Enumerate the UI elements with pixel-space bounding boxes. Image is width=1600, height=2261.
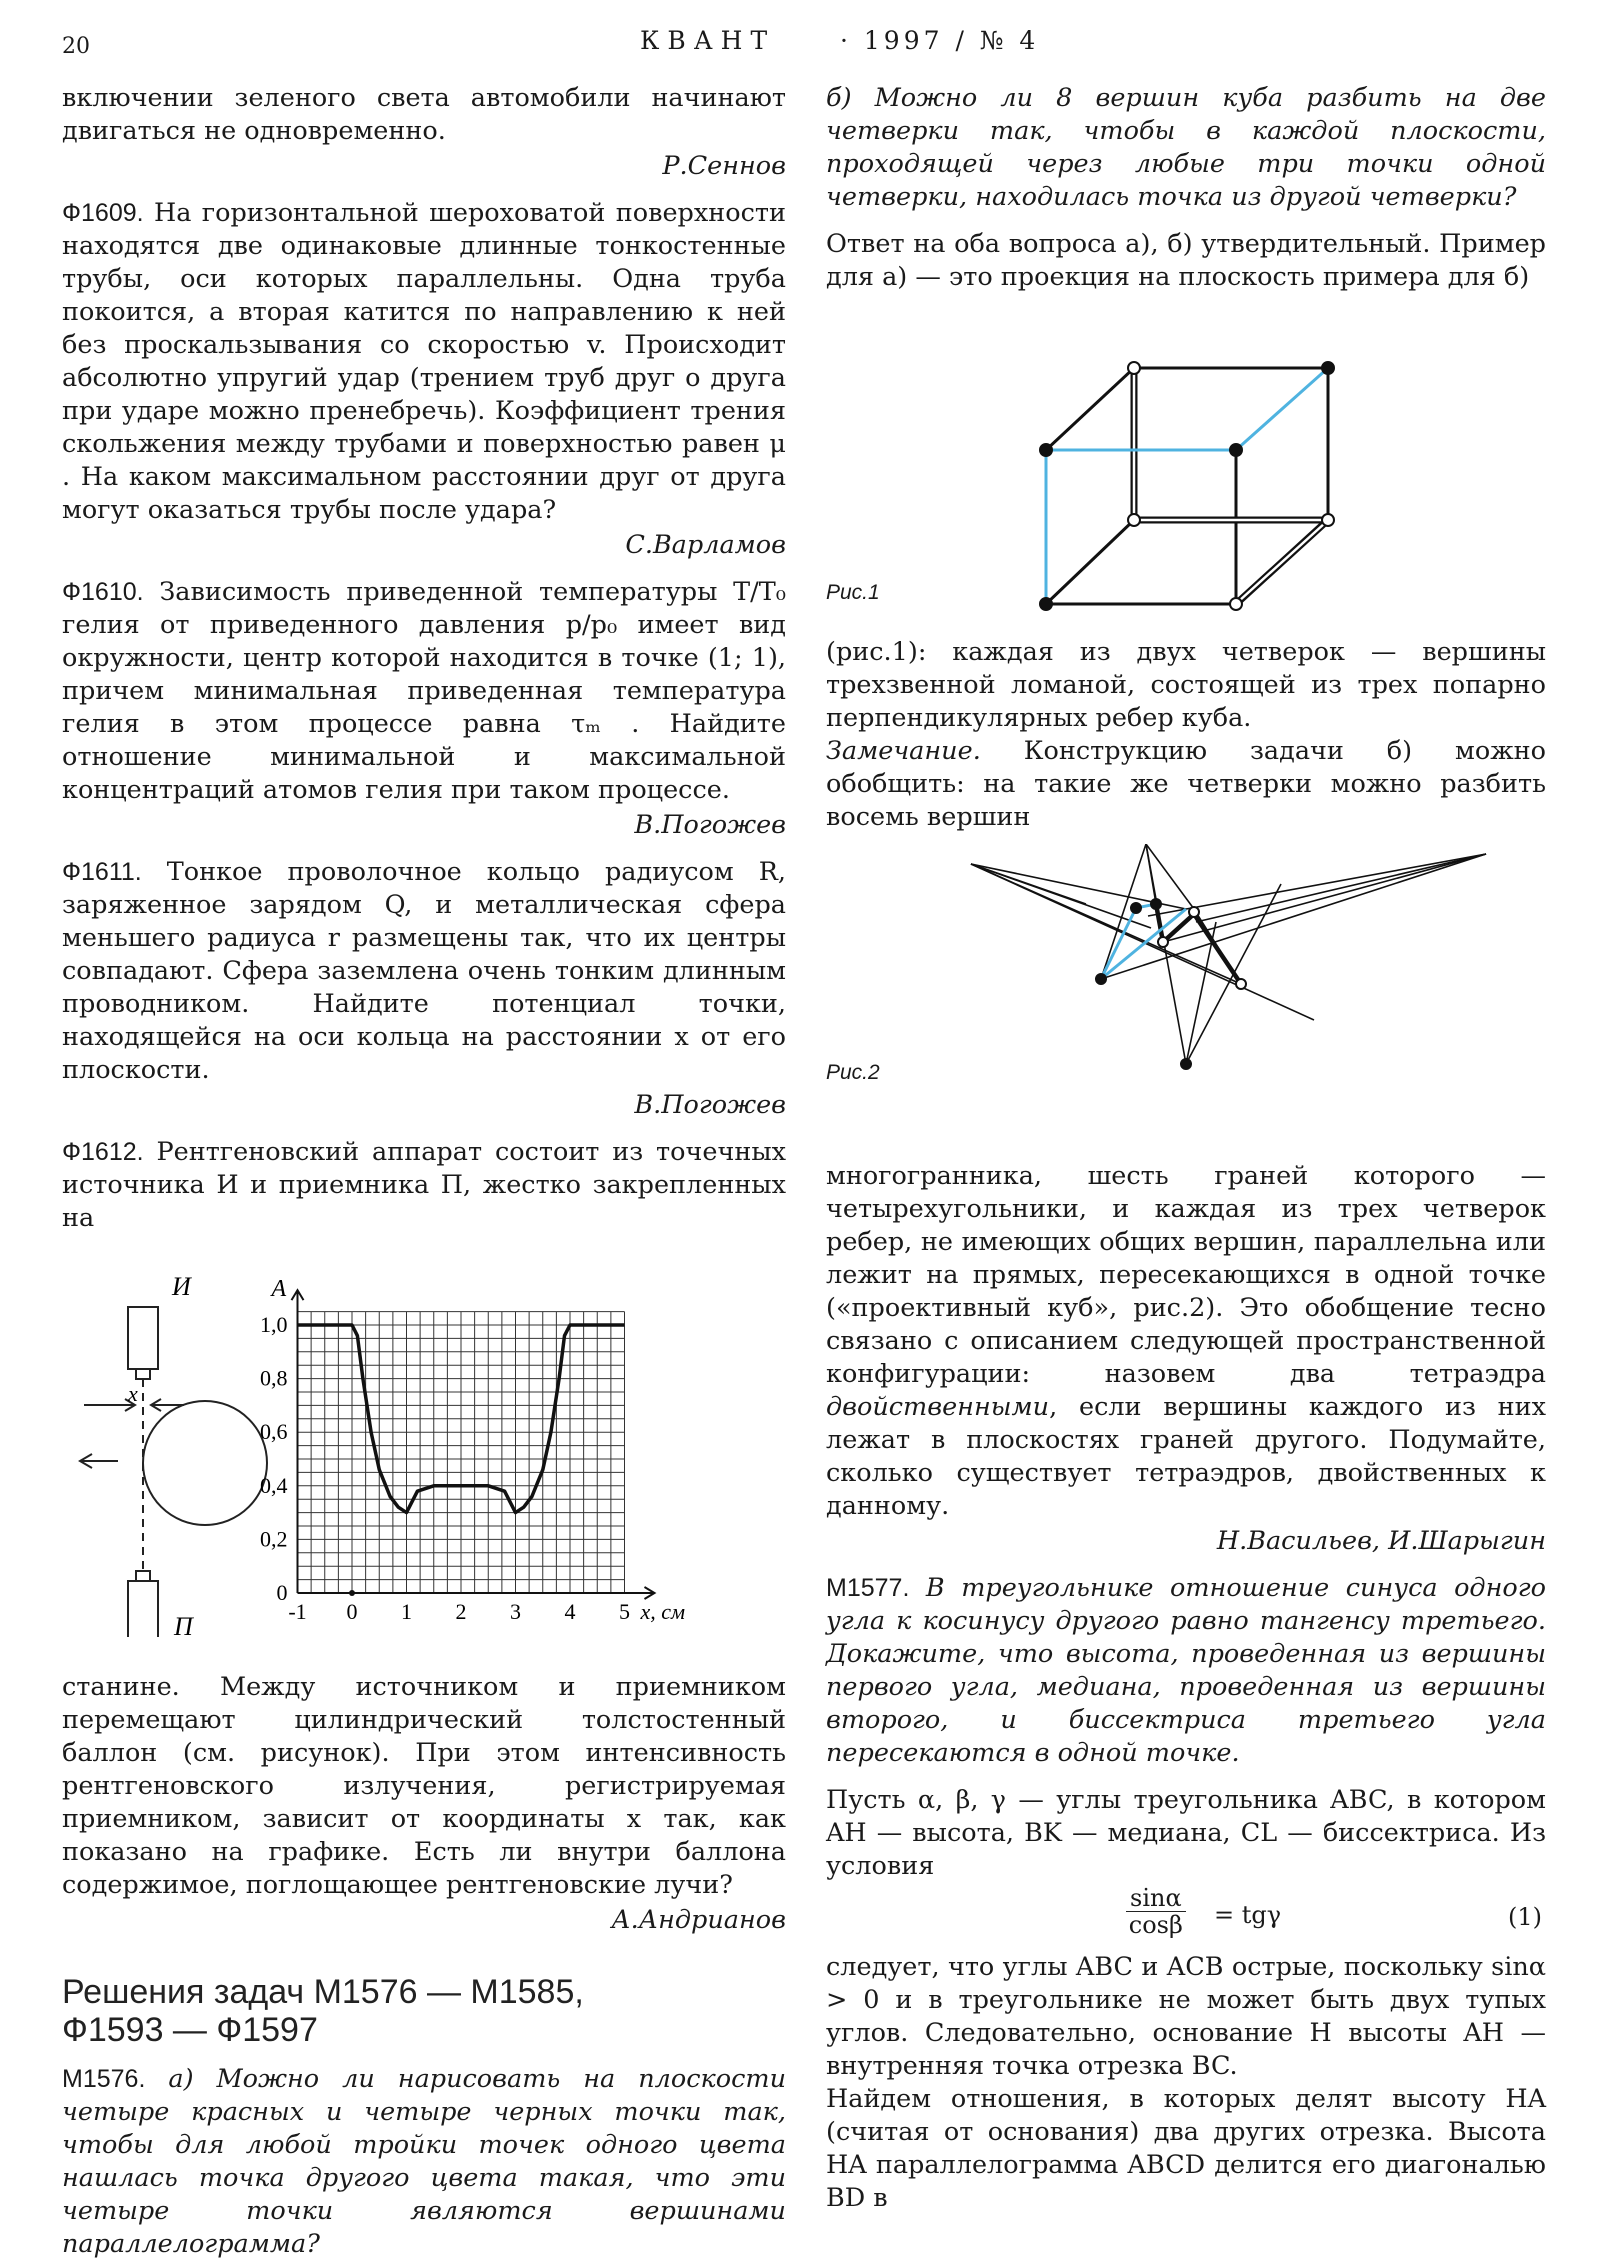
formula-rhs: = tgγ [1214,1901,1282,1929]
problem-text: а) Можно ли нарисовать на плоскости четыре красных и четыре черных точки так, чтобы для любой тройки точек одного цвета нашлась точка другого цвета такая, что эти четыре точки являются вершинами параллелограмма? [62,2064,787,2259]
cube-vertex-black [1040,444,1052,456]
polyline-edge-inner [1239,523,1325,601]
proof-continuation-2: Найдем отношения, в которых делят высоту HA (считая от основания) два других отрезка. Высота HA параллелограмма ABCD делится его диагональю BD в [826,2084,1546,2213]
section-title-line: Решения задач М1576 — М1585, [62,1973,584,2011]
y-tick-label: 0,2 [260,1526,288,1552]
cube-vertex-black [1322,362,1334,374]
fig2-text-b: , если вершины каждого из них лежат в плоскостях граней другого. Подумайте, сколько существует тетраэдров, двойственных к данному. [826,1392,1546,1521]
problem-author: А.Андрианов [611,1905,786,1935]
x-label: x [128,1381,138,1406]
x-tick-label: 3 [510,1599,521,1624]
projective-line [1148,854,1486,916]
left-column [62,82,786,2261]
problem-f1610 [62,576,786,807]
cube-vertex-white [1128,514,1140,526]
problem-m1577 [826,1572,1546,1770]
x-axis-label: x, см [640,1599,686,1624]
journal-title: КВАНТ [640,26,776,55]
remark-label: Замечание. [826,736,981,766]
y-tick-label: 0,6 [260,1419,288,1445]
problem-text: На горизонтальной шероховатой поверхности находятся две одинаковые длинные тонкостенные трубы, оси которых параллельны. Одна труба покоится, а вторая катится по направлению к ней без проскальзывания со скоростью v. Происходит абсолютно упругий удар (трением труб друг о друга при ударе можно пренебречь). Коэффициент трения скольжения между трубами и поверхностью равен μ . На каком максимальном расстоянии друг от друга могут оказаться трубы после удара? [62,198,786,525]
fig2-explanation [826,1160,1546,1523]
source-box [128,1307,158,1369]
projective-vertex [1151,899,1161,909]
y-tick-label: 0,8 [260,1365,288,1391]
figure-1 [826,302,1546,622]
projective-vertex [1236,979,1246,989]
formula-fraction [1126,1885,1186,1938]
projective-line [1163,854,1486,942]
xray-figure-svg [62,1265,786,1637]
formula-numerator: sinα [1126,1885,1186,1912]
proof-intro: Пусть α, β, γ — углы треугольника ABC, в котором AH — высота, BK — медиана, CL — биссектриса. Из условия [826,1785,1546,1881]
problem-m1576-b: б) Можно ли 8 вершин куба разбить на две четверки так, чтобы в каждой плоскости, проходящей через любые три точки одной четверки, находилась точка из другой четверки? [826,83,1546,212]
problem-f1611 [62,856,786,1087]
formula-denominator: cosβ [1128,1911,1183,1939]
cube-svg [826,302,1546,622]
receiver-nozzle [136,1571,150,1581]
problem-code: Ф1610. [62,578,144,606]
problem-author: С.Варламов [625,530,786,560]
fig1-caption: Рис.1 [826,581,880,604]
projective-line [1196,854,1486,922]
cube-vertex-black [1230,444,1242,456]
problem-m1576 [62,2063,786,2261]
problem-code: М1576. [62,2065,146,2093]
intro-author: Р.Сеннов [662,151,786,181]
cube-edge [1046,368,1134,450]
receiver-box [128,1581,158,1637]
fig2-text-a: многогранника, шесть граней которого — четырехугольники, и каждая из трех четверок ребер, не имеющих общих вершин, параллельна или лежит на прямых, пересекающихся в одной точке («проективный куб», рис.2). Это обобщение тесно связано с описанием следующей пространственной конфигурации: назовем два тетраэдра [826,1161,1546,1389]
proof-continuation: следует, что углы ABC и ACB острые, поскольку sinα > 0 и в треугольнике не может быть двух тупых углов. Следовательно, основание H высоты AH — внутренняя точка отрезка BC. [826,1952,1546,2081]
section-title [62,1973,786,2049]
problem-author: В.Погожев [634,1090,786,1120]
projective-blue-edge [1101,908,1136,979]
problem-author: В.Погожев [634,810,786,840]
projective-blue-edge [1101,909,1186,979]
cube-vertex-white [1230,598,1242,610]
source-nozzle [136,1369,150,1379]
cube-vertex-white [1322,514,1334,526]
projective-vertex [1158,937,1168,947]
intensity-chart [260,1276,685,1624]
problem-author: Н.Васильев, И.Шарыгин [1216,1526,1546,1556]
projective-cube-svg [826,844,1546,1090]
cube-edge [1046,520,1134,604]
x-tick-label: 2 [455,1599,467,1624]
y-tick-label: 0,4 [260,1472,288,1498]
y-tick-label: 1,0 [260,1312,288,1337]
projective-vertex [1131,903,1141,913]
cube-vertex-black [1040,598,1052,610]
page-number: 20 [62,34,90,59]
problem-text: В треугольнике отношение синуса одного угла к косинусу другого равно тангенсу третьего. Докажите, что высота, проведенная из вершины первого угла, медиана, проведенная из вершины второго, и биссектриса третьего угла пересекаются в одной точке. [826,1573,1546,1768]
answer-text: Ответ на оба вопроса а), б) утвердительный. Пример для а) — это проекция на плоскость примера для б) [826,229,1546,292]
origin-dot [349,1590,355,1596]
fig1-explanation: (рис.1): каждая из двух четверок — вершины трехзвенной ломаной, состоящей из трех попарно перпендикулярных ребер куба. [826,637,1546,733]
receiver-label: П [174,1612,193,1637]
x-tick-label: 4 [564,1599,576,1624]
fig2-caption: Рис.2 [826,1061,880,1084]
formula-1 [826,1883,1546,1945]
problem-text: Тонкое проволочное кольцо радиусом R, заряженное зарядом Q, и металлическая сфера меньшего радиуса r размещены так, что их центры совпадают. Сфера заземлена очень тонким длинным проводником. Найдите потенциал точки, находящейся на оси кольца на расстоянии x от его плоскости. [62,857,787,1085]
problem-text: Рентгеновский аппарат состоит из точечных источника И и приемника П, жестко закрепленных на [62,1137,786,1233]
projective-vertex [1189,907,1199,917]
formula-tag: (1) [1508,1903,1542,1931]
xray-figure [62,1265,786,1637]
problem-code: Ф1612. [62,1138,144,1166]
xray-schematic [80,1307,267,1637]
issue-number: · 1997 / № 4 [840,26,1040,55]
cylinder-circle [143,1401,267,1525]
y-axis-label: A [271,1276,287,1303]
problem-code: М1577. [826,1574,910,1602]
problem-f1612-cont: станине. Между источником и приемником перемещают цилиндрический толстостенный баллон (см. рисунок). При этом интенсивность рентгеновского излучения, регистрируемая приемником, зависит от координаты x так, как показано на графике. Есть ли внутри баллона содержимое, поглощающее рентгеновские лучи? [62,1672,786,1900]
source-label: И [172,1272,191,1301]
y-tick-label: 0 [276,1580,288,1605]
remark [826,735,1546,834]
x-tick-label: -1 [288,1599,307,1624]
section-title-line: Ф1593 — Ф1597 [62,2011,318,2049]
cube-vertex-white [1128,362,1140,374]
projective-line [1146,844,1156,904]
right-column [826,82,1546,2215]
projective-vertex [1096,974,1106,984]
figure-2 [826,844,1546,1090]
problem-code: Ф1609. [62,199,144,227]
problem-f1612 [62,1136,786,1235]
problem-text: Зависимость приведенной температуры T/T₀ гелия от приведенного давления p/p₀ имеет вид окружности, центр которой находится в точке (1; 1), причем минимальная приведенная температура гелия в этом процессе равна τₘ . Найдите отношение минимальной и максимальной концентраций атомов гелия при таком процессе. [62,577,786,805]
x-tick-label: 1 [401,1599,412,1624]
projective-vertex [1181,1059,1191,1069]
problem-code: Ф1611. [62,858,142,886]
intro-text: включении зеленого света автомобили начинают двигаться не одновременно. [62,83,786,146]
fig2-text-em: двойственными [826,1392,1050,1422]
x-tick-label: 5 [619,1599,630,1624]
blue-edge [1236,368,1328,450]
x-tick-label: 0 [346,1599,358,1624]
problem-f1609 [62,197,786,527]
remark-text: Конструкцию задачи б) можно обобщить: на такие же четверки можно разбить восемь вершин [826,736,1547,832]
